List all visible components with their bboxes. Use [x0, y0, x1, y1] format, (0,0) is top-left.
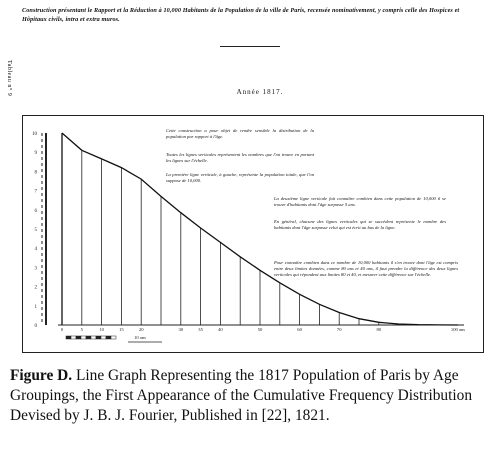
y-tick-label: 9 — [34, 151, 37, 157]
figure-caption — [10, 366, 494, 426]
scale-bar-segment — [71, 336, 76, 339]
table-header-text: Construction présentant le Rapport et la Réduction à 10,000 Habitants de la Population de la ville de Paris, recensée nominativement, y compris celle des Hospices et Hôpitaux civils, intra et extra muros. — [22, 7, 460, 23]
x-tick-label: 100 ans — [450, 327, 466, 332]
y-tick-label: 2 — [34, 285, 37, 291]
x-tick-label: 50 — [257, 327, 263, 332]
chart-note-6: Pour connaître combien dans ce nombre de 10,000 habitants il s'en trouve dont l'âge est compris entre deux limites données, comme 80 ans et 40 ans, il faut prendre la différence des deux lignes verticales qui répondent aux limites 80 et 40, et mesurer cette différence sur l'échelle. — [274, 260, 458, 278]
scale-bar-segment — [96, 336, 101, 339]
y-tick-label: 0 — [34, 324, 37, 329]
x-tick-label: 60 — [297, 327, 302, 332]
x-tick-label: 35 — [198, 327, 203, 332]
x-tick-label: 40 — [218, 327, 223, 332]
chart-note-5: En général, chacune des lignes verticales qui se succèdent représente le nombre des habitants dont l'âge surpasse celui qui est écrit au bas de la ligne. — [274, 219, 446, 231]
scale-bar-segment — [91, 336, 96, 339]
scale-bar-segment — [86, 336, 91, 339]
chart-note-1: Cette construction a pour objet de rendre sensible la distribution de la population par rapport à l'âge. — [166, 128, 314, 140]
y-tick-label: 6 — [34, 208, 37, 214]
y-tick-label: 10 — [32, 132, 37, 137]
y-tick-label: 3 — [34, 266, 37, 272]
scale-bar-segment — [76, 336, 81, 339]
chart-note-3: La première ligne verticale, à gauche, représente la population totale, que l'on suppose de 10,000. — [166, 172, 314, 184]
x-tick-label: 20 — [138, 327, 144, 332]
y-tick-label: 1 — [34, 304, 37, 310]
scale-bar-segment — [81, 336, 86, 339]
figure-caption-text: Line Graph Representing the 1817 Population of Paris by Age Groupings, the First Appearance of the Cumulative Frequency Distribution Devised by J. B. J. Fourier, Published in [22], 1821. — [10, 367, 473, 424]
x-tick-label: 15 — [119, 327, 124, 332]
chart-note-4: La deuxième ligne verticale fait connaître combien dans cette population de 10,000 il se trouve d'habitants dont l'âge surpasse 5 ans. — [274, 196, 446, 208]
x-tick-label: 70 — [336, 327, 342, 332]
y-tick-label: 8 — [34, 170, 37, 176]
x-tick-label: 5 — [80, 327, 83, 332]
scale-bar-segment — [111, 336, 116, 339]
x-tick-label: 30 — [178, 327, 184, 332]
scale-bar-segment — [101, 336, 106, 339]
y-tick-label: 4 — [34, 247, 37, 253]
side-table-label: Tableau n° 9 — [6, 60, 12, 97]
y-tick-label: 7 — [34, 189, 37, 195]
year-heading: Année 1817. — [236, 88, 284, 96]
x-tick-label: 80 — [376, 327, 382, 332]
x-tick-label: 10 — [99, 327, 104, 332]
y-tick-label: 5 — [34, 228, 37, 233]
scale-bar-segment — [106, 336, 111, 339]
x-tick-label: 0 — [60, 327, 64, 332]
figure-caption-label: Figure D. — [10, 367, 73, 384]
scale-bar-label: 10 ans — [134, 335, 146, 340]
scale-bar-segment — [66, 336, 71, 339]
chart-note-2: Toutes les lignes verticales représentent les nombres que l'on trouve en portant les lignes sur l'échelle. — [166, 152, 314, 164]
